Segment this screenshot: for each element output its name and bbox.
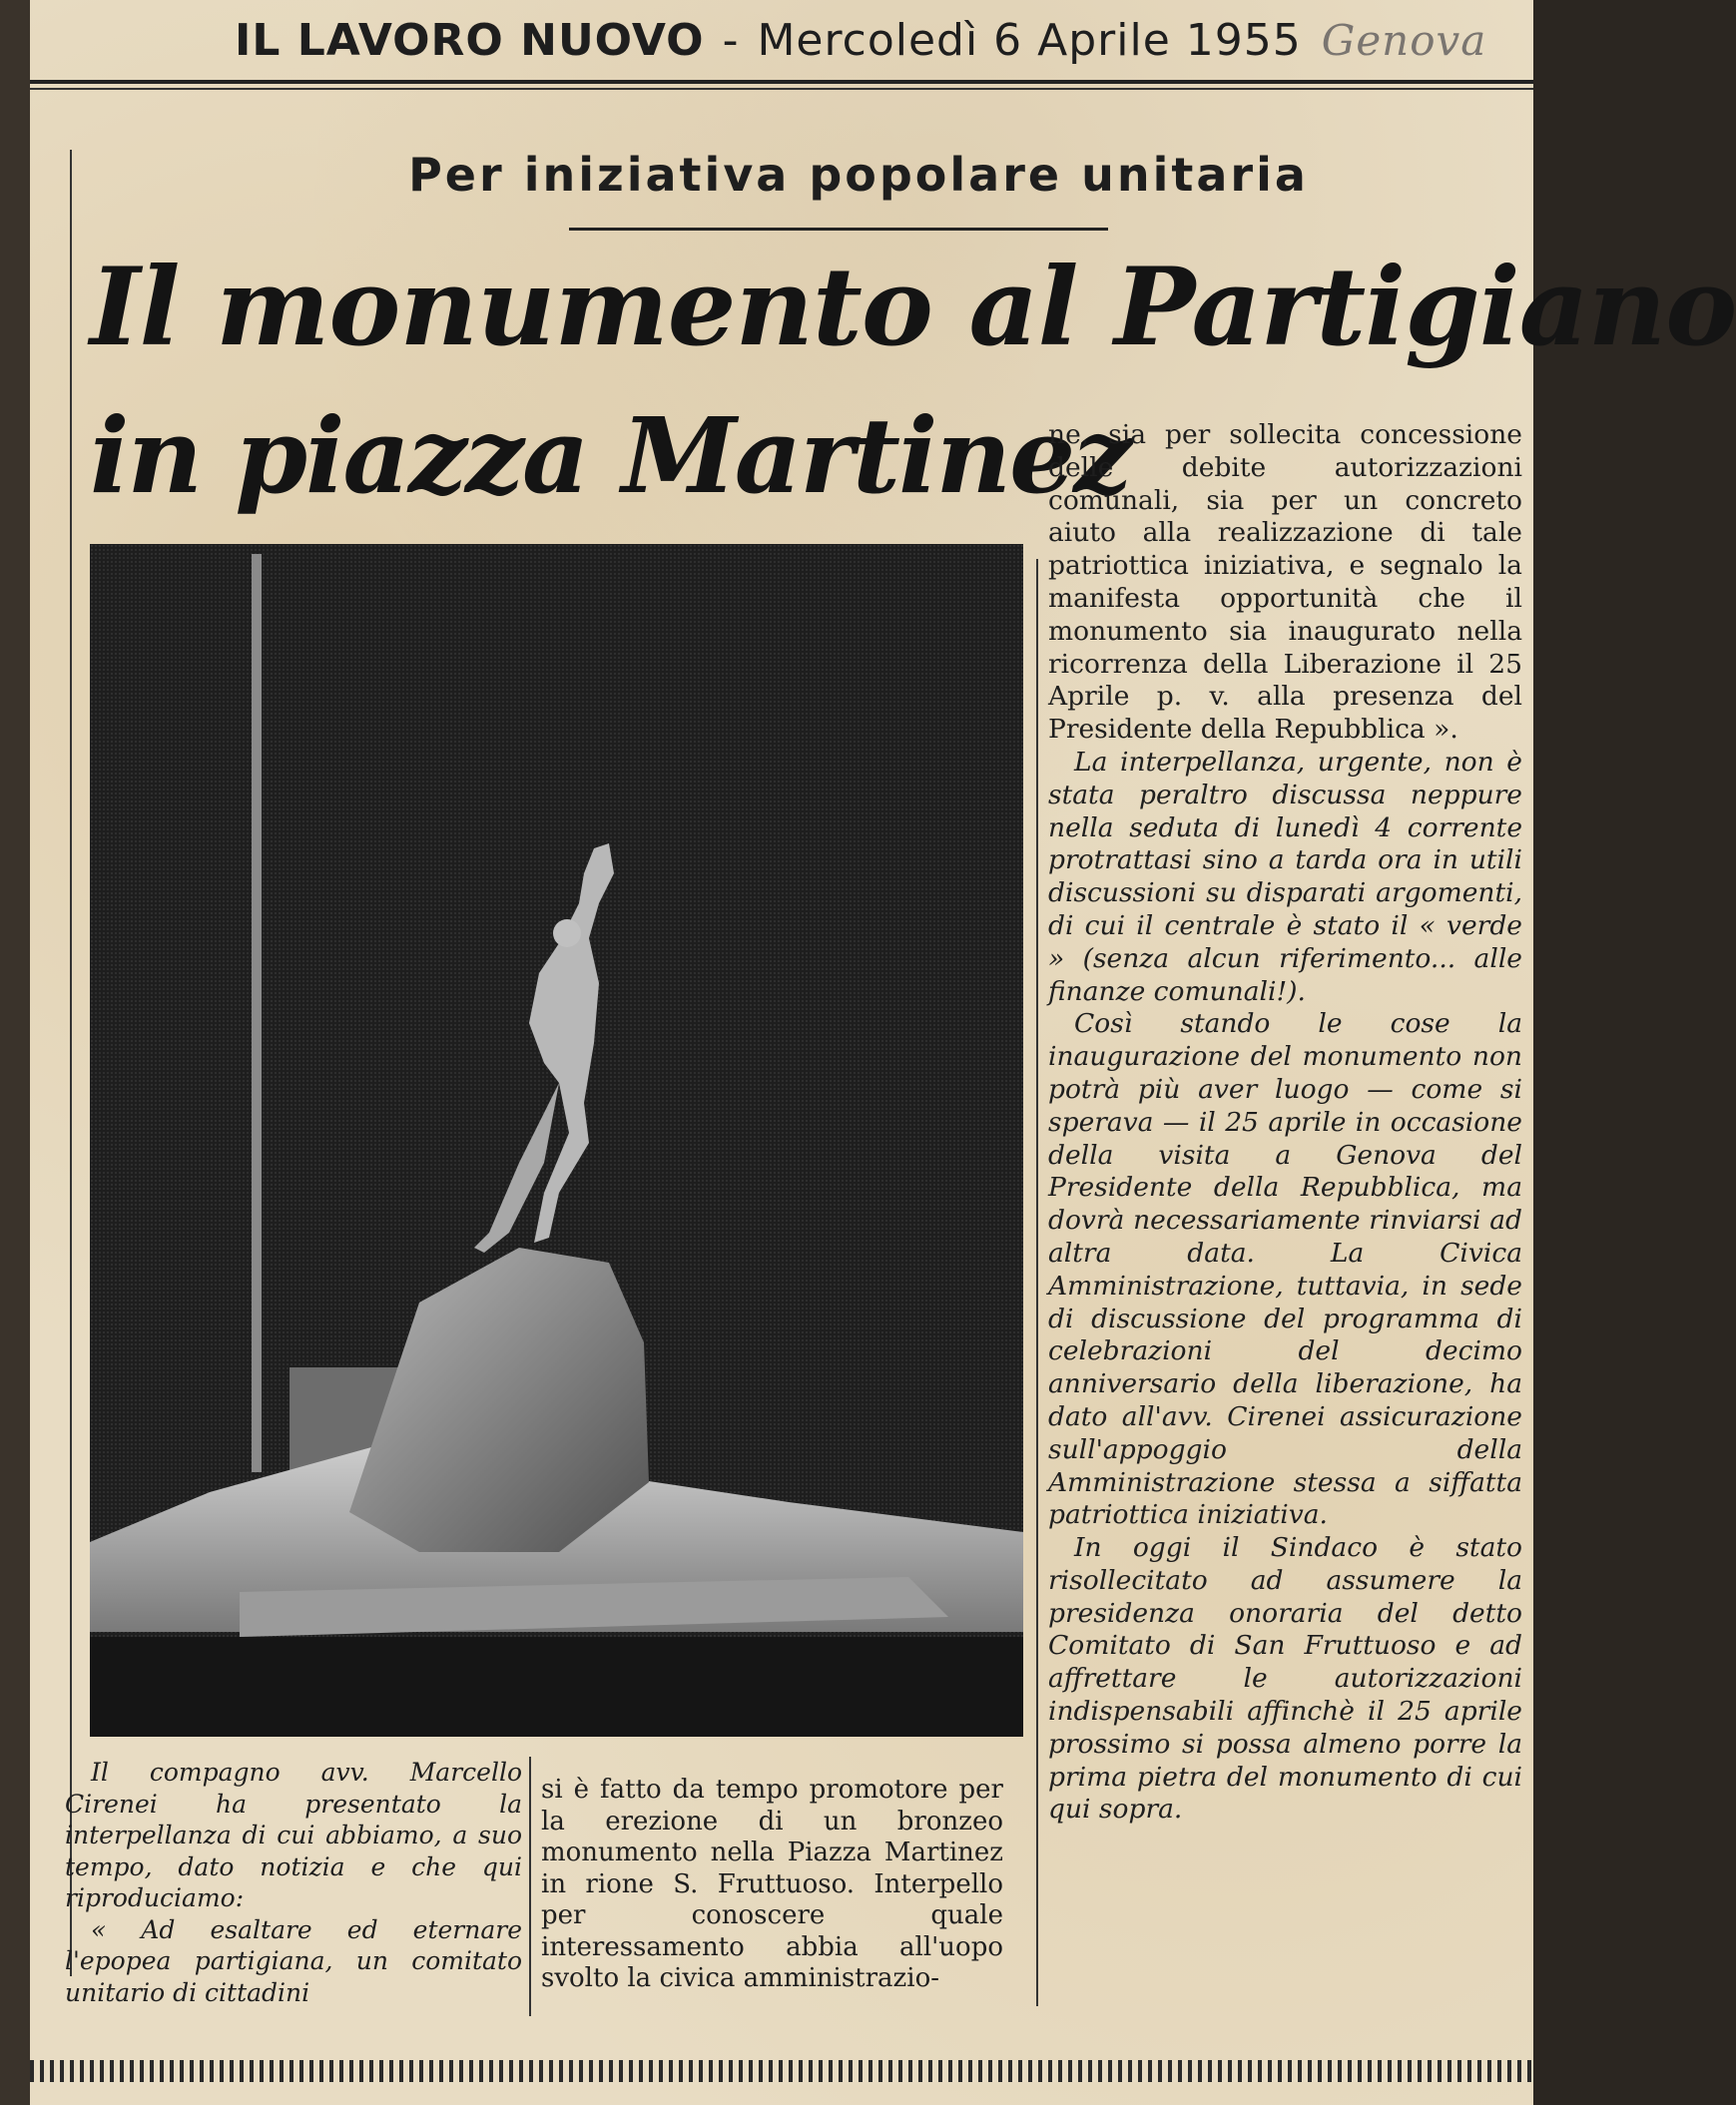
article-paragraph: si è fatto da tempo promotore per la erezione di un bronzeo monumento nella Piazza Martinez in rione S. Fruttuoso. Interpello per conoscere quale interessamento abbia all'uopo svolto la civica amministrazio- — [541, 1775, 1003, 1993]
bottom-perforation-strip — [30, 2060, 1533, 2082]
column-rule-left — [70, 150, 72, 1976]
caption-middle-column — [541, 1775, 1003, 1995]
article-paragraph: In oggi il Sindaco è stato risollecitato ad assumere la presidenza onoraria del detto Comitato di San Fruttuoso e ad affrettare le autorizzazioni indispensabili affinchè il 25 aprile prossimo si possa almeno porre la prima pietra del monumento di cui qui sopra. — [1048, 1532, 1522, 1826]
publication-date: Mercoledì 6 Aprile 1955 — [757, 14, 1302, 66]
headline-line-2: in piazza Martinez — [90, 394, 1131, 517]
masthead — [30, 0, 1533, 84]
headline-line-1: Il monumento al Partigiano — [90, 245, 1736, 370]
caption-left-column — [65, 1757, 522, 2008]
kicker-underline — [569, 228, 1108, 231]
column-rule-right — [1036, 559, 1038, 2006]
article-paragraph: ne, sia per sollecita concessione delle debite autorizzazioni comunali, sia per un concreto aiuto alla realizzazione di tale patriottica iniziativa, e segnalo la manifesta opportunità che il monumento sia inaugurato nella ricorrenza della Liberazione il 25 Aprile p. v. alla presenza del Presidente della Repubblica ». — [1048, 419, 1522, 746]
article-paragraph: « Ad esaltare ed eternare l'epopea partigiana, un comitato unitario di cittadini — [65, 1914, 522, 2007]
masthead-separator: - — [722, 14, 740, 66]
monument-photo-image — [90, 544, 1023, 1737]
scan-left-margin — [0, 0, 30, 2105]
newspaper-clipping — [30, 0, 1736, 2105]
article-paragraph: Così stando le cose la inaugurazione del monumento non potrà più aver luogo — come si sperava — il 25 aprile in occasione della visita a Genova del Presidente della Repubblica, ma dovrà necessariamente rinviarsi ad altra data. La Civica Amministrazione, tuttavia, in sede di discussione del programma di celebrazioni del decimo anniversario della liberazione, ha dato all'avv. Cirenei assicurazione sull'appoggio della Amministrazione stessa a siffatta patriottica iniziativa. — [1048, 1008, 1522, 1531]
right-column-text — [1048, 419, 1522, 1827]
monument-photo — [90, 544, 1023, 1737]
article-paragraph: Il compagno avv. Marcello Cirenei ha presentato la interpellanza di cui abbiamo, a suo tempo, dato notizia e che qui riproduciamo: — [65, 1758, 522, 1912]
newspaper-name: IL LAVORO NUOVO — [235, 14, 705, 66]
column-rule-caption — [529, 1757, 531, 2016]
masthead-rule — [30, 88, 1533, 90]
article-kicker: Per iniziativa popolare unitaria — [408, 148, 1309, 202]
article-paragraph: La interpellanza, urgente, non è stata peraltro discussa neppure nella seduta di lunedì 4 corrente protrattasi sino a tarda ora in utili discussioni su disparati argomenti, di cui il centrale è stato il « verde » (senza alcun riferimento... alle finanze comunali!). — [1048, 746, 1522, 1007]
handwritten-note: Genova — [1321, 15, 1487, 65]
